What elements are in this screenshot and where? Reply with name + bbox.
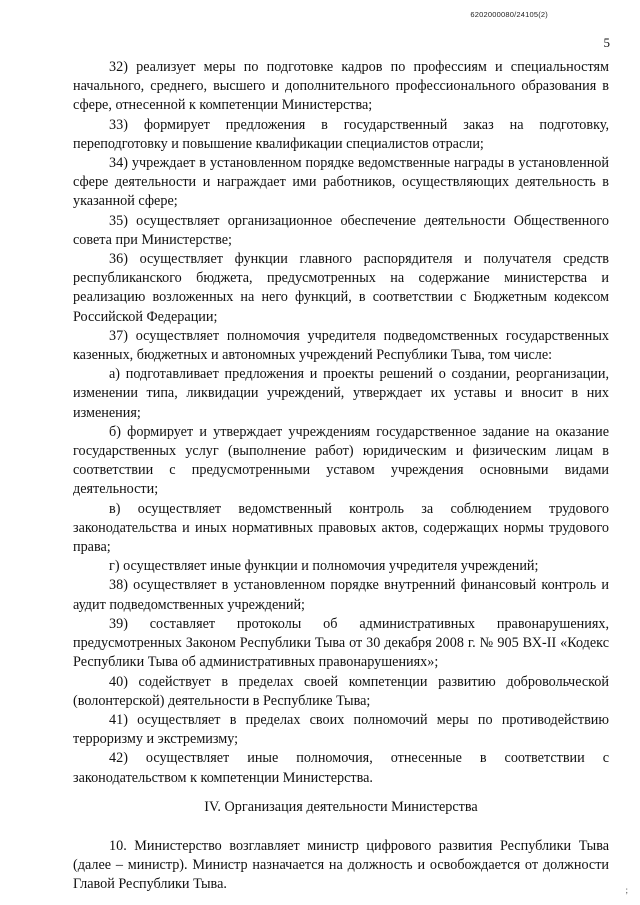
paragraph-38: 38) осуществляет в установленном порядке внутренний финансовый контроль и аудит подведомственных учреждений; [73,577,609,613]
paragraph-39: 39) составляет протоколы об административных правонарушениях, предусмотренных Законом Республики Тыва от 30 декабря 2008 г. № 905 ВХ-II «Кодекс Республики Тыва об административных правонарушениях»; [73,615,609,671]
paragraph-37-g: г) осуществляет иные функции и полномочия учредителя учреждений; [109,558,539,575]
paragraph-35: 35) осуществляет организационное обеспечение деятельности Общественного совета при Министерстве; [73,212,609,248]
paragraph-37-b: б) формирует и утверждает учреждениям государственное задание на оказание государственных услуг (выполнение работ) юридическим и физическим лицам в соответствии с предусмотренными уставом учреждения основными видами деятельности; [73,423,609,498]
section-heading: IV. Организация деятельности Министерства [204,798,478,815]
corner-mark: ; [625,885,628,895]
paragraph-42: 42) осуществляет иные полномочия, отнесенные в соответствии с законодательством к компетенции Министерства. [73,750,609,786]
page-number: 5 [603,35,610,50]
paragraph-41: 41) осуществляет в пределах своих полномочий меры по противодействию терроризму и экстремизму; [73,711,609,748]
document-code: 6202000080/24105(2) [470,10,548,19]
paragraph-40: 40) содействует в пределах своей компетенции развитию добровольческой (волонтерской) деятельности в Республике Тыва; [73,673,609,709]
paragraph-32: 32) реализует меры по подготовке кадров по профессиям и специальностям начального, среднего, высшего и дополнительного профессионального образования в сфере, отнесенной к компетенции Министерства; [73,59,609,114]
paragraph-37-a: а) подготавливает предложения и проекты решений о создании, реорганизации, изменении типа, ликвидации учреждений, утверждает их уставы и вносит в них изменения; [73,366,609,421]
paragraph-37-v: в) осуществляет ведомственный контроль за соблюдением трудового законодательства и иных нормативных правовых актов, содержащих нормы трудового права; [73,500,609,556]
document-body [73,58,609,895]
paragraph-36: 36) осуществляет функции главного распорядителя и получателя средств республиканского бюджета, предусмотренных на содержание министерства и реализацию возложенных на него функций, в соответствии с Бюджетным кодексом Российской Федерации; [73,251,609,325]
paragraph-10: 10. Министерство возглавляет министр цифрового развития Республики Тыва (далее – министр). Министр назначается на должность и освобождается от должности Главой Республики Тыва. [73,837,609,893]
paragraph-34: 34) учреждает в установленном порядке ведомственные награды в установленной сфере деятельности и награждает ими работников, осуществляющих деятельность в указанной сфере; [73,155,609,210]
paragraph-37: 37) осуществляет полномочия учредителя подведомственных государственных казенных, бюджетных и автономных учреждений Республики Тыва, том числе: [73,327,609,364]
paragraph-33: 33) формирует предложения в государственный заказ на подготовку, переподготовку и повышение квалификации специалистов отрасли; [73,116,609,152]
